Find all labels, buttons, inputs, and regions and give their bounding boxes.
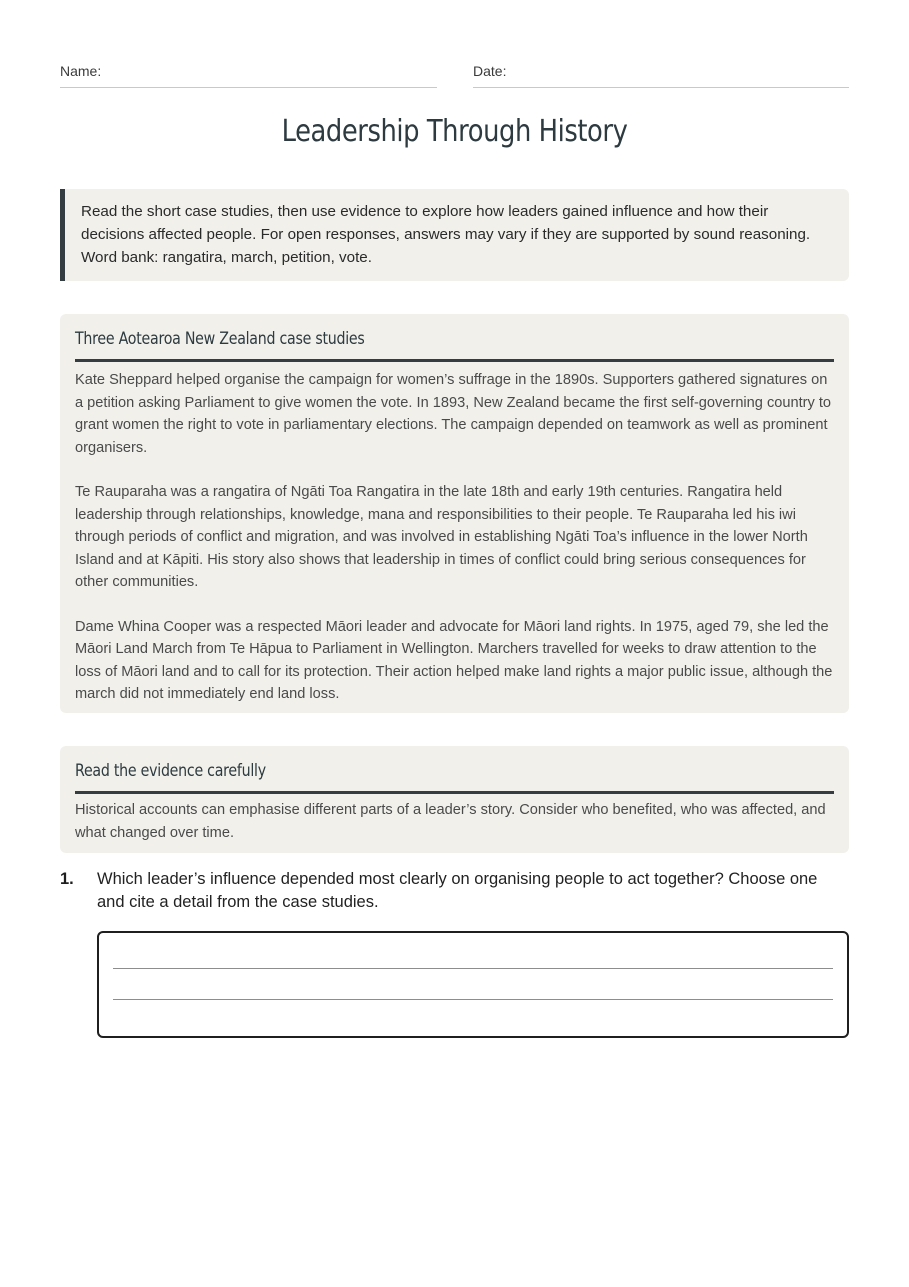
evidence-heading: Read the evidence carefully — [75, 746, 834, 794]
date-field[interactable] — [473, 60, 849, 88]
instructions-callout — [60, 189, 849, 281]
name-label: Name: — [60, 63, 102, 79]
name-field[interactable] — [60, 60, 437, 88]
question-text: Which leader’s influence depended most clearly on organising people to act together? Choose one and cite a detail from the case studies. — [97, 870, 818, 911]
page-title: Leadership Through History — [281, 114, 628, 149]
question-number: 1. — [60, 870, 74, 888]
case-study-rauparaha: Te Rauparaha was a rangatira of Ngāti Toa Rangatira in the late 18th and early 19th centuries. Rangatira held leadership through relationships, knowledge, mana and responsibilities to their people. Te Rauparaha led his iwi through periods of conflict and migration, and was involved in establishing Ngāti Toa’s influence in the lower North Island and at Kāpiti. His story also shows that leadership in times of conflict could bring serious consequences for other communities. — [75, 484, 808, 590]
answer-line — [113, 968, 833, 969]
evidence-text: Historical accounts can emphasise different parts of a leader’s story. Consider who benefited, who was affected, and what changed over time. — [75, 802, 826, 841]
case-studies-heading: Three Aotearoa New Zealand case studies — [75, 314, 834, 362]
case-study-sheppard: Kate Sheppard helped organise the campaign for women’s suffrage in the 1890s. Supporters gathered signatures on a petition asking Parliament to give women the vote. In 1893, New Zealand became the first self-governing country to grant women the right to vote in parliamentary elections. The campaign depended on teamwork as well as prominent organisers. — [75, 372, 832, 456]
header-fields — [60, 60, 849, 90]
answer-box[interactable] — [97, 931, 849, 1038]
date-label: Date: — [473, 63, 507, 79]
case-studies-panel — [60, 314, 849, 713]
case-study-cooper: Dame Whina Cooper was a respected Māori leader and advocate for Māori land rights. In 1975, aged 79, she led the Māori Land March from Te Hāpua to Parliament in Wellington. Marchers travelled for weeks to draw attention to the loss of Māori land and to call for its protection. Their action helped make land rights a major public issue, although the march did not immediately end land loss. — [75, 618, 833, 702]
evidence-panel — [60, 746, 849, 853]
answer-line — [113, 999, 833, 1000]
instructions-text: Read the short case studies, then use evidence to explore how leaders gained influence and how their decisions affected people. For open responses, answers may vary if they are supported by sound reasoning. Word bank: rangatira, march, petition, vote. — [81, 203, 811, 266]
